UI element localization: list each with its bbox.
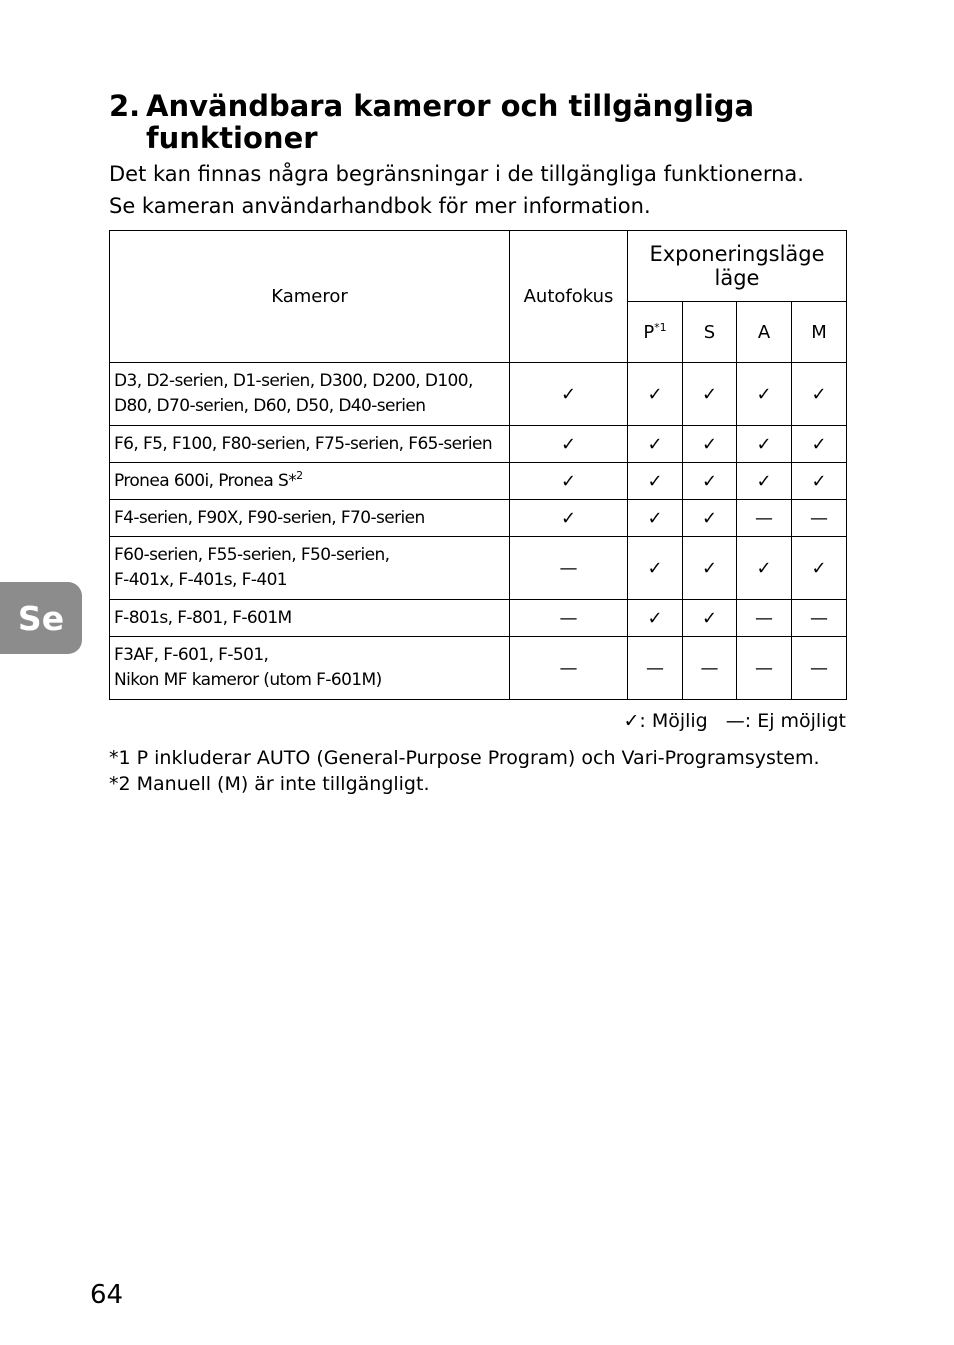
- section-number: 2.: [109, 89, 141, 123]
- check-icon: ✓: [510, 363, 628, 426]
- check-icon: ✓: [628, 537, 683, 600]
- camera-name-cell: [110, 363, 510, 426]
- table-row: [110, 363, 847, 426]
- table-row: [110, 463, 847, 500]
- check-icon: ✓: [510, 500, 628, 537]
- check-icon: ✓: [683, 363, 737, 426]
- legend-not-possible: —: Ej möjligt: [725, 710, 846, 732]
- header-mode-a: A: [737, 302, 792, 363]
- header-autofocus: Autofokus: [510, 231, 628, 363]
- check-icon: ✓: [792, 463, 847, 500]
- section-title: Användbara kameror och tillgängliga funktioner: [146, 89, 755, 155]
- footnotes: [109, 745, 869, 797]
- check-icon: ✓: [737, 537, 792, 600]
- dash-icon: —: [510, 537, 628, 600]
- camera-name-cell: [110, 426, 510, 463]
- camera-name-line: F-401x, F-401s, F-401: [114, 570, 288, 590]
- check-icon: ✓: [683, 537, 737, 600]
- check-icon: ✓: [510, 426, 628, 463]
- check-icon: ✓: [628, 500, 683, 537]
- check-icon: ✓: [792, 426, 847, 463]
- table-row: [110, 426, 847, 463]
- check-icon: ✓: [628, 363, 683, 426]
- header-exposure-mode: [628, 231, 847, 302]
- camera-name-line: Pronea 600i, Pronea S*$^2$: [114, 468, 303, 491]
- dash-icon: —: [737, 500, 792, 537]
- camera-name-line: Nikon MF kameror (utom F-601M): [114, 670, 382, 690]
- dash-icon: —: [683, 637, 737, 700]
- dash-icon: —: [737, 600, 792, 637]
- dash-icon: —: [737, 637, 792, 700]
- language-tab: Se: [0, 582, 82, 654]
- table-row: [110, 600, 847, 637]
- intro-line-2: Se kameran användarhandbok för mer information.: [109, 194, 651, 218]
- check-icon: ✓: [792, 363, 847, 426]
- footnote-2: *2 Manuell (M) är inte tillgängligt.: [109, 773, 430, 795]
- camera-name-line: F60-serien, F55-serien, F50-serien,: [114, 545, 390, 565]
- check-icon: ✓: [628, 426, 683, 463]
- camera-name-line: F6, F5, F100, F80-serien, F75-serien, F65-serien: [114, 433, 493, 454]
- footnote-ref-2: 2: [296, 468, 303, 482]
- table-row: [110, 537, 847, 600]
- camera-compatibility-table: [109, 230, 847, 700]
- dash-icon: —: [510, 637, 628, 700]
- check-icon: ✓: [628, 463, 683, 500]
- header-cameras: Kameror: [110, 231, 510, 363]
- header-exposure-line-2: läge: [714, 266, 760, 290]
- check-icon: ✓: [683, 463, 737, 500]
- dash-icon: —: [792, 600, 847, 637]
- header-mode-s: S: [683, 302, 737, 363]
- check-icon: ✓: [683, 426, 737, 463]
- check-icon: ✓: [737, 363, 792, 426]
- legend: [623, 710, 846, 732]
- table-row: [110, 500, 847, 537]
- intro-text: [109, 158, 869, 222]
- check-icon: ✓: [683, 500, 737, 537]
- intro-line-1: Det kan finnas några begränsningar i de tillgängliga funktionerna.: [109, 162, 804, 186]
- check-icon: ✓: [792, 537, 847, 600]
- legend-possible: ✓: Möjlig: [623, 710, 708, 732]
- camera-name-line: F4-serien, F90X, F90-serien, F70-serien: [114, 507, 425, 528]
- table-row: [110, 637, 847, 700]
- dash-icon: —: [628, 637, 683, 700]
- camera-name-cell: [110, 463, 510, 500]
- header-mode-p: $P^{*1}$: [628, 302, 683, 363]
- camera-name-cell: [110, 500, 510, 537]
- check-icon: ✓: [510, 463, 628, 500]
- camera-name-cell: [110, 637, 510, 700]
- dash-icon: —: [792, 500, 847, 537]
- footnote-1: *1 P inkluderar AUTO (General-Purpose Program) och Vari-Programsystem.: [109, 747, 820, 769]
- check-icon: ✓: [737, 426, 792, 463]
- dash-icon: —: [510, 600, 628, 637]
- header-mode-m: M: [792, 302, 847, 363]
- camera-name-cell: [110, 600, 510, 637]
- camera-name-line: F-801s, F-801, F-601M: [114, 607, 292, 628]
- camera-name-cell: [110, 537, 510, 600]
- camera-name-line: D3, D2-serien, D1-serien, D300, D200, D100,: [114, 371, 473, 391]
- dash-icon: —: [792, 637, 847, 700]
- check-icon: ✓: [737, 463, 792, 500]
- check-icon: ✓: [628, 600, 683, 637]
- camera-name-line: F3AF, F-601, F-501,: [114, 645, 269, 665]
- page-number: 64: [90, 1280, 124, 1310]
- check-icon: ✓: [683, 600, 737, 637]
- footnote-ref-1: *1: [654, 320, 667, 334]
- section-heading: [109, 90, 869, 154]
- header-exposure-line-1: Exponeringsläge: [649, 242, 825, 266]
- camera-name-line: D80, D70-serien, D60, D50, D40-serien: [114, 396, 426, 416]
